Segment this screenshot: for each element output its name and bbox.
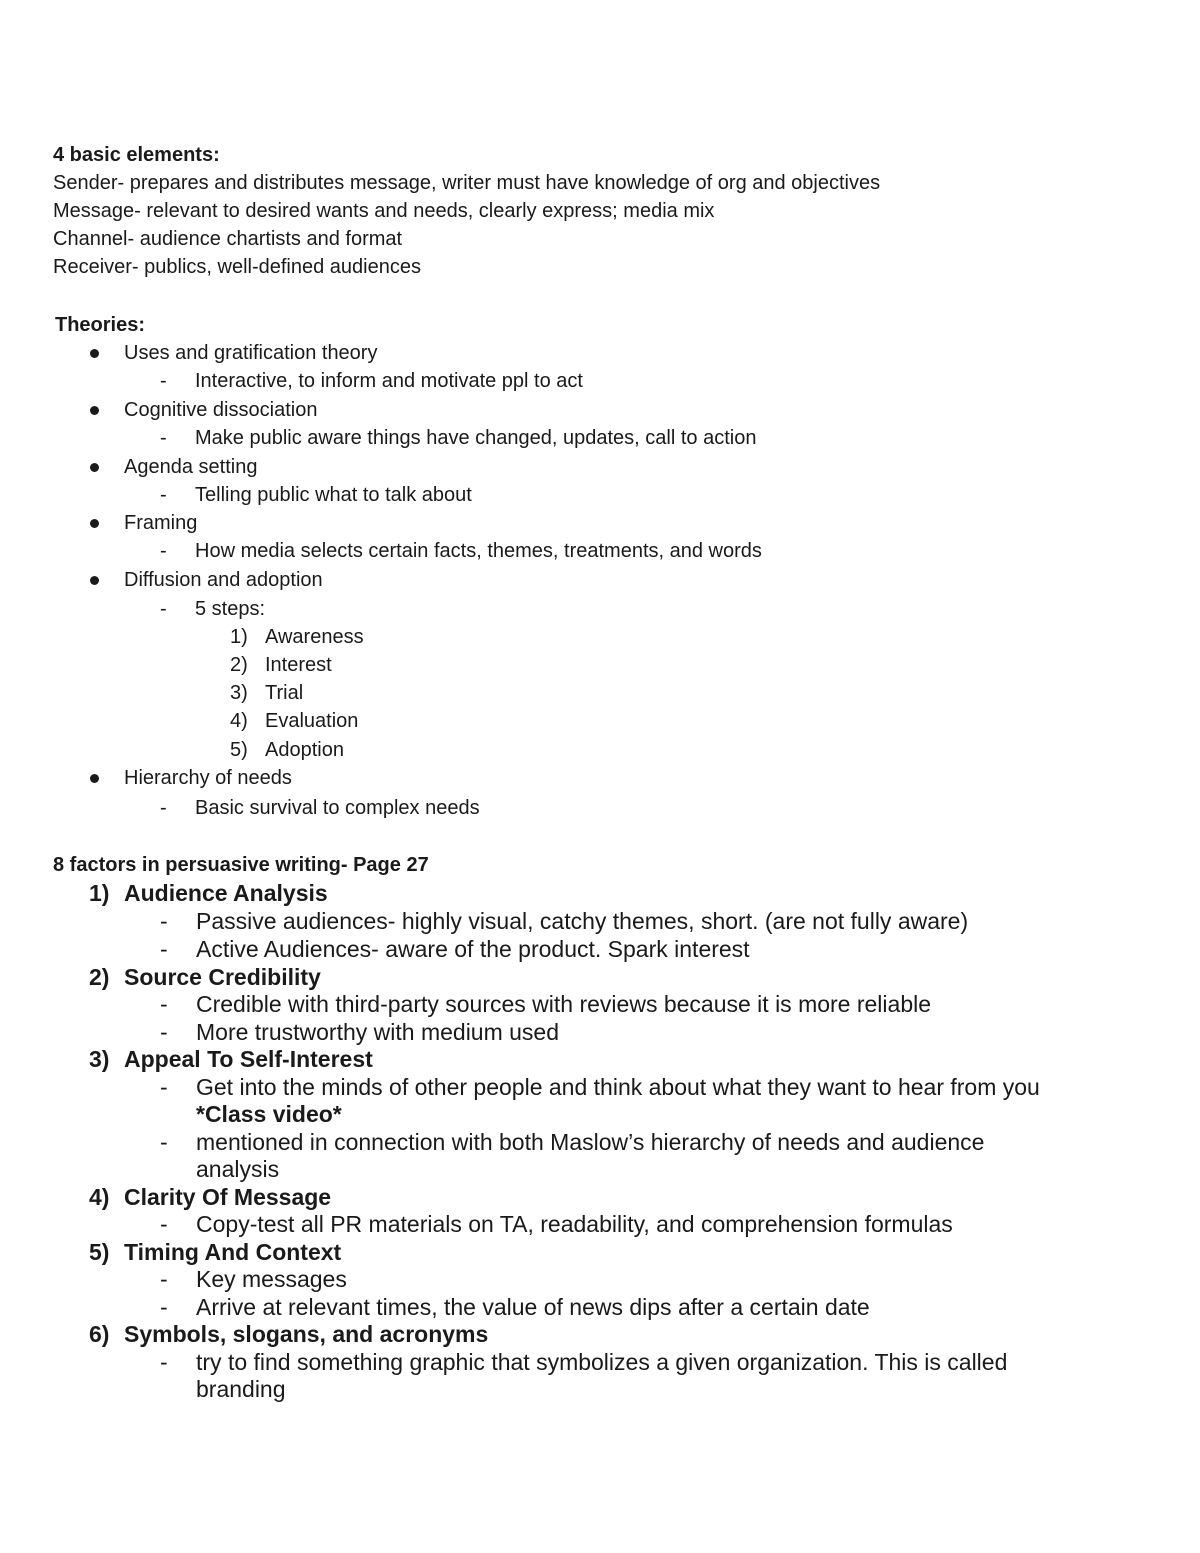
factor-sub-item: Passive audiences- highly visual, catchy themes, short. (are not fully aware) <box>196 908 969 934</box>
factor-title: Timing And Context <box>124 1239 342 1265</box>
step-number: 5) <box>230 739 248 761</box>
theory-item: Hierarchy of needs <box>124 767 292 789</box>
theory-sub-item: Make public aware things have changed, updates, call to action <box>195 427 757 449</box>
factor-sub-item: try to find something graphic that symbolizes a given organization. This is called <box>196 1349 1008 1375</box>
dash-marker: - <box>160 1266 168 1292</box>
factor-number: 5) <box>89 1239 110 1265</box>
factor-sub-item: More trustworthy with medium used <box>196 1019 560 1045</box>
factor-sub-item: Credible with third-party sources with reviews because it is more reliable <box>196 991 932 1017</box>
factor-title: Appeal To Self-Interest <box>124 1046 373 1072</box>
dash-marker: - <box>160 991 168 1017</box>
dash-marker: - <box>160 1211 168 1237</box>
factor-title: Audience Analysis <box>124 880 328 906</box>
theory-item: Uses and gratification theory <box>124 342 378 364</box>
bullet-icon <box>90 774 99 783</box>
step-number: 3) <box>230 682 248 704</box>
dash-marker: - <box>160 370 167 392</box>
theory-sub-item: How media selects certain facts, themes, treatments, and words <box>195 540 762 562</box>
factor-sub-item: Copy-test all PR materials on TA, readability, and comprehension formulas <box>196 1211 953 1237</box>
step-number: 1) <box>230 626 248 648</box>
step-item: Evaluation <box>265 710 359 732</box>
theory-item: Cognitive dissociation <box>124 399 318 421</box>
element-sender: Sender- prepares and distributes message, writer must have knowledge of org and objectives <box>53 172 881 194</box>
factor-number: 6) <box>89 1321 110 1347</box>
step-number: 4) <box>230 710 248 732</box>
step-item: Awareness <box>265 626 364 648</box>
theory-sub-item: Interactive, to inform and motivate ppl to act <box>195 370 583 392</box>
class-video-note: *Class video* <box>196 1101 342 1127</box>
dash-marker: - <box>160 1074 168 1100</box>
factor-title: Clarity Of Message <box>124 1184 332 1210</box>
bullet-icon <box>90 406 99 415</box>
element-message: Message- relevant to desired wants and needs, clearly express; media mix <box>53 200 715 222</box>
factor-sub-item: Arrive at relevant times, the value of news dips after a certain date <box>196 1294 870 1320</box>
factor-number: 4) <box>89 1184 110 1210</box>
theory-sub-item: Basic survival to complex needs <box>195 797 480 819</box>
dash-marker: - <box>160 936 168 962</box>
theory-item: Agenda setting <box>124 456 258 478</box>
theory-item: Diffusion and adoption <box>124 569 323 591</box>
theories-heading: Theories: <box>55 314 146 336</box>
dash-marker: - <box>160 484 167 506</box>
bullet-icon <box>90 349 99 358</box>
factor-number: 1) <box>89 880 110 906</box>
dash-marker: - <box>160 1349 168 1375</box>
step-item: Trial <box>265 682 304 704</box>
factor-sub-item: Key messages <box>196 1266 347 1292</box>
basic-elements-heading: 4 basic elements: <box>53 144 220 166</box>
factors-heading: 8 factors in persuasive writing- Page 27 <box>53 854 429 876</box>
theory-sub-item: Telling public what to talk about <box>195 484 472 506</box>
step-item: Adoption <box>265 739 344 761</box>
factor-number: 3) <box>89 1046 110 1072</box>
step-item: Interest <box>265 654 332 676</box>
factor-sub-item-continued: branding <box>196 1376 286 1402</box>
factor-sub-item-continued: analysis <box>196 1156 280 1182</box>
factor-title: Symbols, slogans, and acronyms <box>124 1321 489 1347</box>
factor-sub-item: Active Audiences- aware of the product. Spark interest <box>196 936 750 962</box>
factor-sub-item: Get into the minds of other people and think about what they want to hear from you <box>196 1074 1040 1100</box>
bullet-icon <box>90 519 99 528</box>
bullet-icon <box>90 463 99 472</box>
theory-item: Framing <box>124 512 198 534</box>
theory-sub-item: 5 steps: <box>195 598 266 620</box>
factor-title: Source Credibility <box>124 964 321 990</box>
element-receiver: Receiver- publics, well-defined audiences <box>53 256 421 278</box>
factor-sub-item: mentioned in connection with both Maslow’s hierarchy of needs and audience <box>196 1129 985 1155</box>
dash-marker: - <box>160 1019 168 1045</box>
dash-marker: - <box>160 908 168 934</box>
factor-number: 2) <box>89 964 110 990</box>
dash-marker: - <box>160 1294 168 1320</box>
element-channel: Channel- audience chartists and format <box>53 228 403 250</box>
dash-marker: - <box>160 540 167 562</box>
bullet-icon <box>90 576 99 585</box>
dash-marker: - <box>160 1129 168 1155</box>
dash-marker: - <box>160 598 167 620</box>
dash-marker: - <box>160 427 167 449</box>
step-number: 2) <box>230 654 248 676</box>
dash-marker: - <box>160 797 167 819</box>
